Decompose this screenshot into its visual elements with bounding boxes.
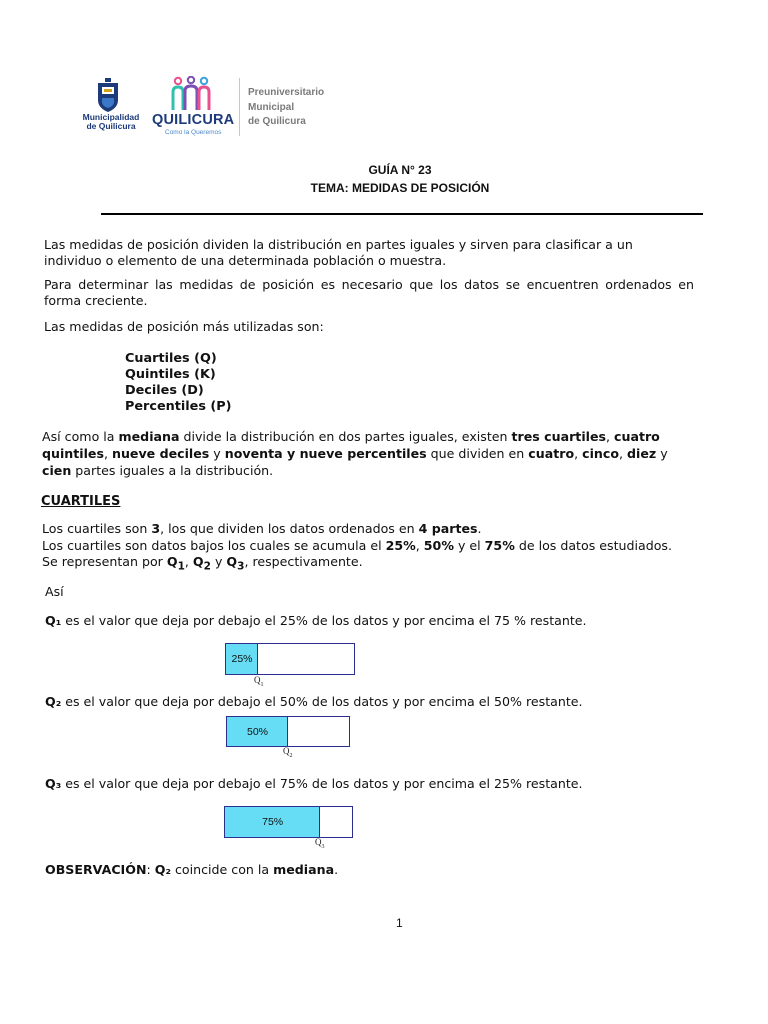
municipal-shield-icon — [96, 78, 120, 112]
asi-text: Así — [45, 584, 64, 599]
guide-number: GUÍA N° 23 — [368, 163, 432, 177]
title-rule — [101, 213, 703, 215]
municipal-logo-text: Municipalidad de Quilicura — [82, 112, 140, 131]
q2-marker-label: $Q_2$ — [283, 746, 293, 759]
intro-paragraph-1: Las medidas de posición dividen la distribución en partes iguales y sirven para clasificar a un individuo o elemento de una determinada población o muestra. — [44, 237, 633, 268]
cuartiles-line-2: Los cuartiles son datos bajos los cuales se acumula el 25%, 50% y el 75% de los datos estudiados. — [42, 538, 672, 553]
quilicura-people-icon — [171, 76, 211, 112]
q3-bar — [224, 806, 353, 838]
q1-bar — [225, 643, 355, 675]
quilicura-brand-name: QUILICURA — [152, 112, 235, 128]
observation: OBSERVACIÓN: Q₂ coincide con la mediana. — [45, 862, 339, 877]
measure-item: Quintiles (K) — [125, 367, 216, 382]
logo-divider — [239, 78, 240, 136]
intro-paragraph-2: Para determinar las medidas de posición es necesario que los datos se encuentren ordenados en forma creciente. — [44, 277, 694, 308]
cuartiles-line-1: Los cuartiles son 3, los que dividen los datos ordenados en 4 partes. — [42, 521, 482, 536]
q2-bar — [226, 716, 350, 747]
q3-marker-label: $Q_3$ — [315, 837, 325, 850]
preuniversitario-logo-text: Preuniversitario Municipal de Quilicura — [248, 87, 325, 127]
cuartiles-heading: CUARTILES — [41, 494, 121, 509]
guide-topic: TEMA: MEDIDAS DE POSICIÓN — [310, 181, 490, 195]
quilicura-brand-tagline: Como la Queremos — [165, 129, 222, 136]
summary-paragraph: Así como la mediana divide la distribución en dos partes iguales, existen tres cuartiles, cuatro quintiles, nueve deciles y noventa y nueve percentiles que dividen en cuatro, cinco, diez y cien partes iguales a la distribución. — [42, 429, 668, 478]
q3-bar-percent: 75% — [262, 816, 284, 828]
measure-item: Deciles (D) — [125, 383, 204, 398]
intro-paragraph-3: Las medidas de posición más utilizadas son: — [44, 319, 324, 334]
q1-description: Q₁ es el valor que deja por debajo el 25% de los datos y por encima el 75 % restante. — [45, 613, 587, 628]
measure-item: Percentiles (P) — [125, 399, 232, 414]
q2-description: Q₂ es el valor que deja por debajo el 50% de los datos y por encima el 50% restante. — [45, 694, 583, 709]
q1-marker-label: $Q_1$ — [254, 675, 264, 688]
measures-list — [125, 351, 231, 415]
page-number: 1 — [396, 916, 403, 930]
q1-bar-percent: 25% — [231, 653, 253, 665]
cuartiles-line-3: Se representan por $Q_1$, $Q_2$ y $Q_3$, respectivamente. — [42, 554, 363, 573]
q3-description: Q₃ es el valor que deja por debajo el 75% de los datos y por encima el 25% restante. — [45, 776, 583, 791]
q2-bar-percent: 50% — [246, 725, 268, 738]
measure-item: Cuartiles (Q) — [125, 351, 217, 366]
